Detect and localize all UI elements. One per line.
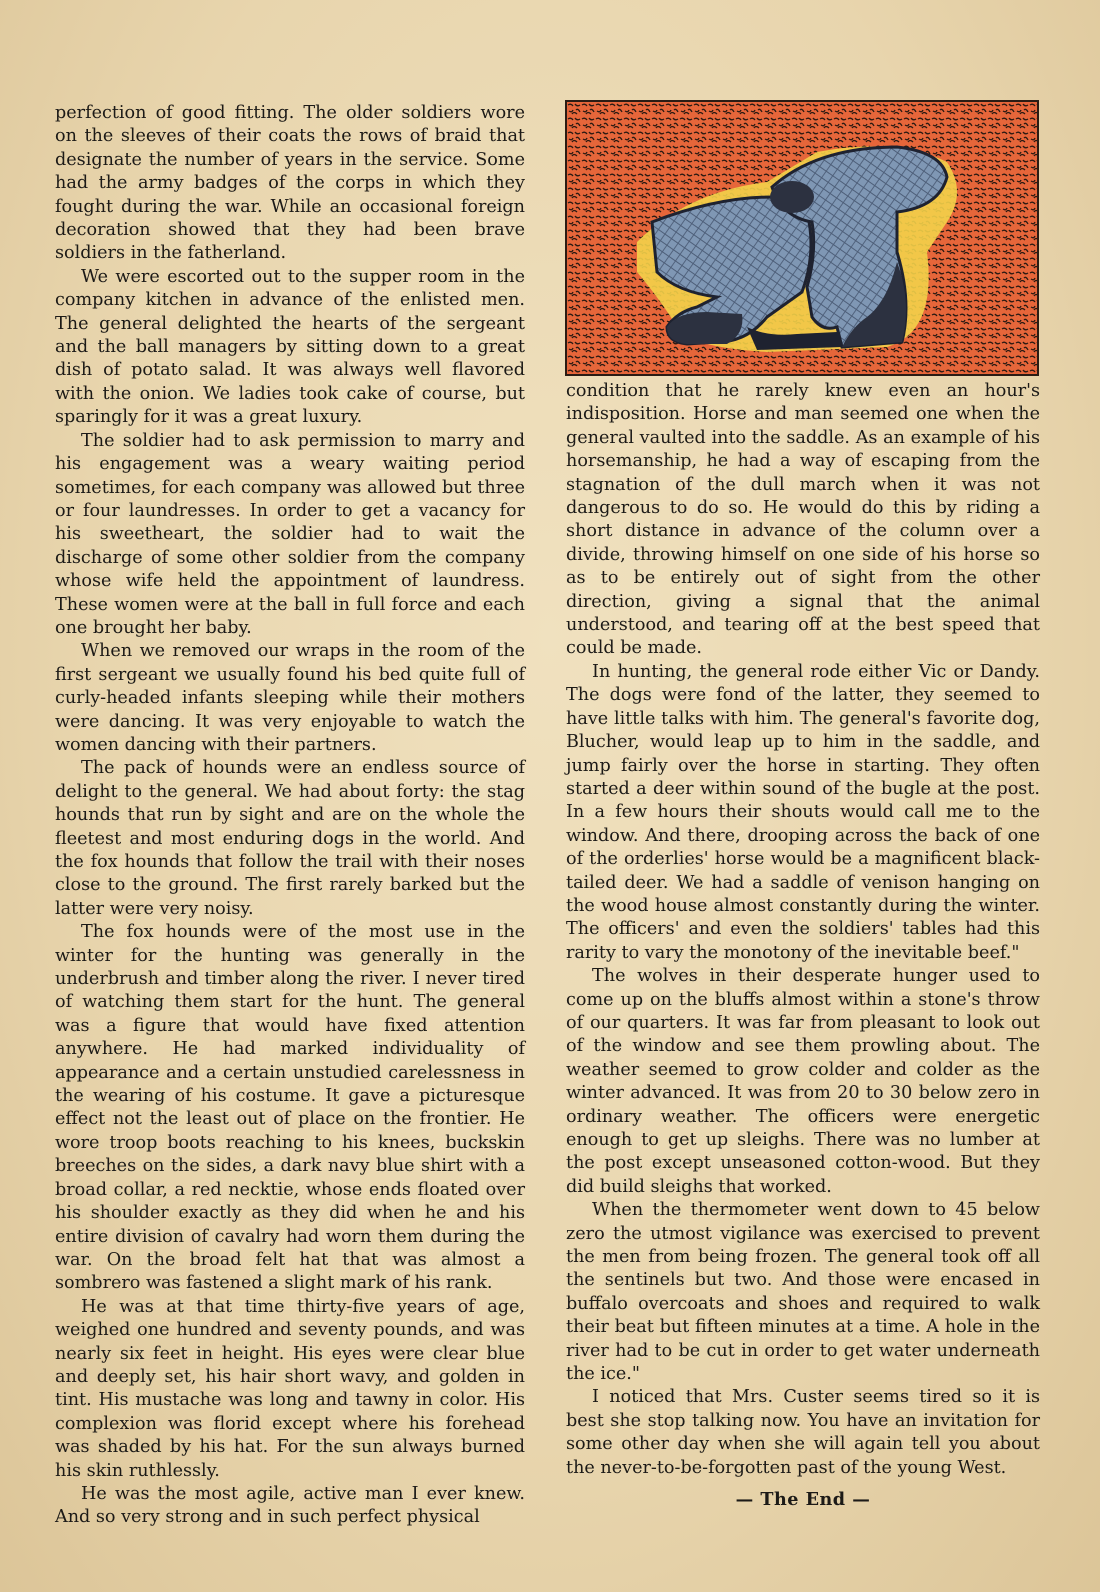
paragraph: The fox hounds were of the most use in the winter for the hunting was generally in the underbrush and timber along the river. I never tired of watching them start for the hunt. The general was a figure that would have fixed attention anywhere. He had marked individuality of appearance and a certain unstudied carelessness in the wearing of his costume. It gave a picturesque effect not the least out of place on the frontier. He wore troop boots reaching to his knees, buckskin breeches on the sides, a dark navy blue shirt with a broad collar, a red necktie, whose ends floated over his shoulder exactly as they did when he and his entire division of cavalry had worn them during the war. On the broad felt hat that was almost a sombrero was fastened a slight mark of his rank. [55,922,525,1294]
boots-icon [567,102,1037,374]
left-text-column [55,102,525,1530]
paragraph: condition that he rarely knew even an hour's indisposition. Horse and man seemed one when the general vaulted into the saddle. As an example of his horsemanship, he had a way of escaping from the stagnation of the dull march when it was not dangerous to do so. He would do this by riding a short distance in advance of the column over a divide, throwing himself on one side of his horse so as to be entirely out of sight from the other direction, giving a signal that the animal understood, and tearing off at the best speed that could be made. [566,381,1040,659]
paragraph: We were escorted out to the supper room in the company kitchen in advance of the enlisted men. The general delighted the hearts of the sergeant and the ball managers by sitting down to a great dish of potato salad. It was always well flavored with the onion. We ladies took cake of course, but sparingly for it was a great luxury. [55,266,525,428]
paragraph: The wolves in their desperate hunger used to come up on the bluffs almost within a stone's throw of our quarters. It was far from pleasant to look out of the window and see them prowling about. The weather seemed to grow colder and colder as the winter advanced. It was from 20 to 30 below zero in ordinary weather. The officers were energetic enough to get up sleighs. There was no lumber at the post except unseasoned cotton-wood. But they did build sleighs that worked. [566,966,1040,1197]
paragraph: When the thermometer went down to 45 below zero the utmost vigilance was exercised to prevent the men from being frozen. The general took off all the sentinels but two. And those were encased in buffalo overcoats and shoes and required to walk their beat but fifteen minutes at a time. A hole in the river had to be cut in order to get water underneath the ice." [566,1200,1040,1385]
right-text-column [566,380,1040,1512]
paragraph: The soldier had to ask permission to marry and his engagement was a weary waiting period sometimes, for each company was allowed but three or four laundresses. In order to get a vacancy for his sweetheart, the soldier had to wait the discharge of some other soldier from the company whose wife held the appointment of laundress. These women were at the ball in full force and each one brought her baby. [55,430,525,638]
paragraph: perfection of good fitting. The older soldiers wore on the sleeves of their coats the rows of braid that designate the number of years in the service. Some had the army badges of the corps in which they fought during the war. While an occasional foreign decoration showed that they had been brave soldiers in the fatherland. [55,103,525,264]
paragraph: I noticed that Mrs. Custer seems tired so it is best she stop talking now. You have an invitation for some other day when she will again tell you about the never-to-be-forgotten past of the young West. [566,1387,1040,1478]
paragraph: He was at that time thirty-five years of age, weighed one hundred and seventy pounds, and was nearly six feet in height. His eyes were clear blue and deeply set, his hair short wavy, and golden in tint. His mustache was long and tawny in color. His complexion was florid except where his forehead was shaded by his hat. For the sun always burned his skin ruthlessly. [55,1296,525,1481]
paragraph: He was the most agile, active man I ever knew. And so very strong and in such perfect physical [55,1483,525,1528]
paragraph: In hunting, the general rode either Vic or Dandy. The dogs were fond of the latter, they seemed to have little talks with him. The general's favorite dog, Blucher, would leap up to him in the saddle, and jump fairly over the horse in starting. They often started a deer within sound of the bugle at the post. In a few hours their shouts would call me to the window. And there, drooping across the back of one of the orderlies' horse would be a magnificent black-tailed deer. We had a saddle of venison hanging on the wood house almost constantly during the winter. The officers' and even the soldiers' tables had this rarity to vary the monotony of the inevitable beef." [566,661,1040,963]
paragraph: The pack of hounds were an endless source of delight to the general. We had about forty: the stag hounds that run by sight and are on the whole the fleetest and most enduring dogs in the world. And the fox hounds that follow the trail with their noses close to the ground. The first rarely barked but the latter were very noisy. [55,758,525,919]
end-mark: — The End — [735,1489,871,1511]
paragraph: When we removed our wraps in the room of the first sergeant we usually found his bed quite full of curly-headed infants sleeping while their mothers were dancing. It was very enjoyable to watch the women dancing with their partners. [55,641,525,755]
boots-illustration [565,100,1039,376]
